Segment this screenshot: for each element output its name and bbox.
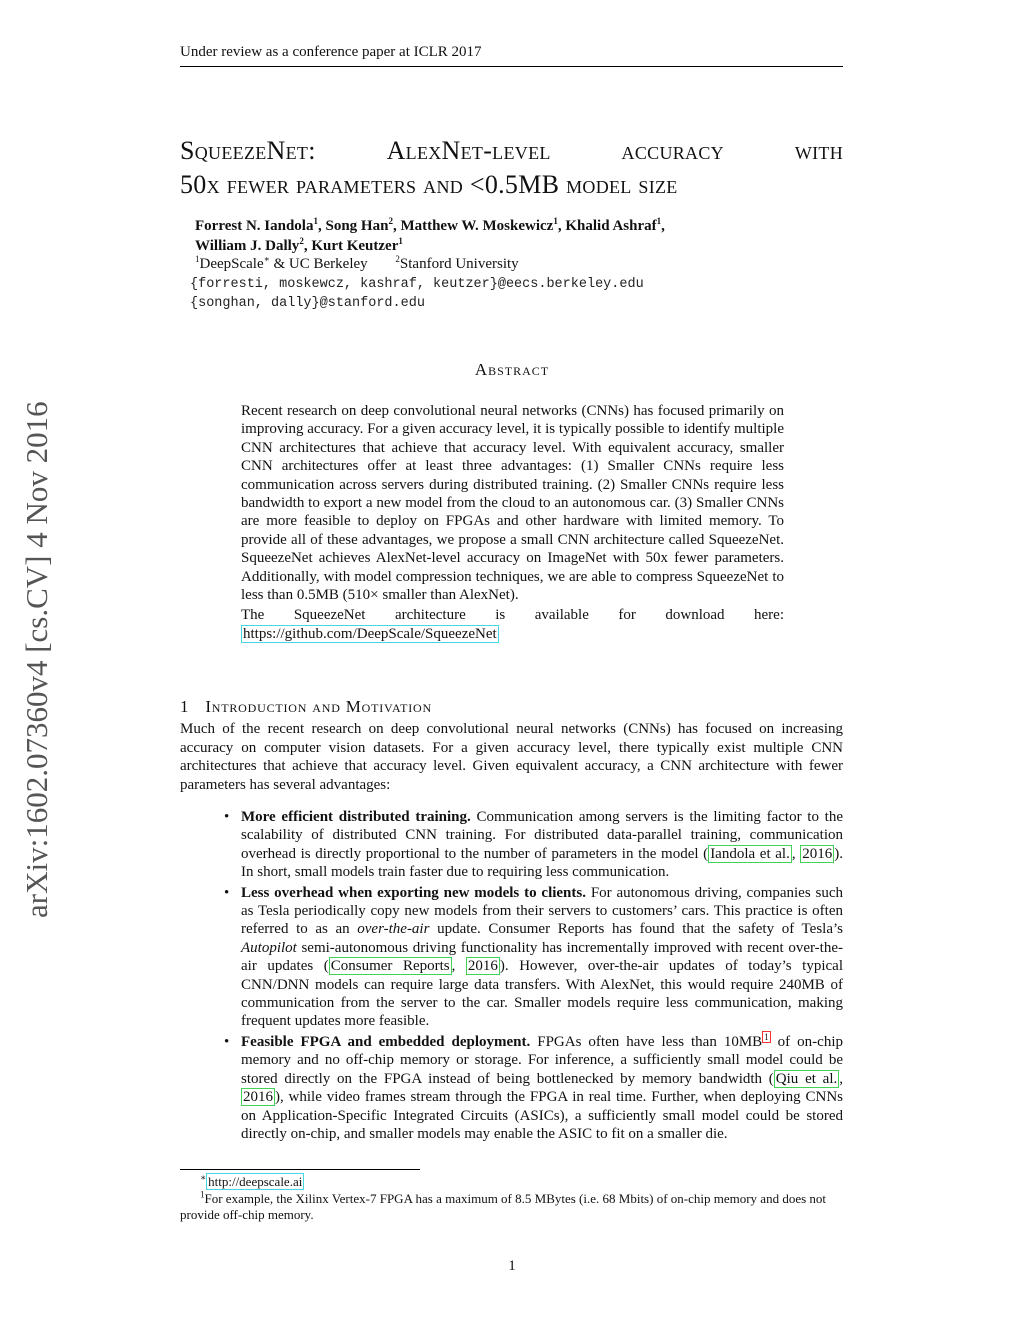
list-item: • Less overhead when exporting new models to clients. For autonomous driving, companies such as Tesla periodically copy new models from their servers to customers’ cars. This practice is often referred to as an over-the-air update. Consumer Reports has found that the safety of Tesla’s Autopilot semi-autonomous driving functionality has incrementally improved with recent over-the-air updates ( Consumer Reports , 2016 ). However, over-the-air updates of today’s typical CNN/DNN models can require large data transfers. With AlexNet, this would require 240MB of communication from the server to the car. Smaller models require less communication, making frequent updates more feasible.: [224, 884, 843, 1030]
list-item: • More efficient distributed training. Communication among servers is the limiting factor to the scalability of distributed CNN training. For distributed data-parallel training, communication overhead is directly proportional to the number of parameters in the model ( Iandola et al. , 2016 ). In short, small models train faster due to requiring less communication.: [224, 809, 843, 881]
affiliation-stanford: Stanford University: [399, 256, 519, 272]
download-text: The SqueezeNet architecture is available for download here:: [241, 607, 784, 624]
abstract-heading: Abstract: [474, 360, 550, 379]
author-name: Kurt Keutzer: [311, 238, 399, 254]
title-word: with: [794, 136, 843, 165]
intro-paragraph: Much of the recent research on deep convolutional neural networks (CNNs) has focused on increasing accuracy on computer vision datasets. For a given accuracy level, there typically exist multiple CNN architectures that achieve that accuracy level. Given equivalent accuracy, a CNN architecture with fewer parameters has several advantages:: [180, 721, 843, 793]
footnote-link[interactable]: 1: [764, 1031, 769, 1042]
abstract-body: [241, 402, 784, 643]
title-word: accuracy: [621, 136, 724, 165]
arxiv-sidebar-stamp: arXiv:1602.07360v4 [cs.CV] 4 Nov 2016: [19, 401, 54, 918]
section-heading: 1 Introduction and Motivation: [180, 697, 432, 716]
deepscale-link[interactable]: http://deepscale.ai: [208, 1174, 303, 1189]
title-word: SqueezeNet:: [180, 136, 316, 165]
footnote-fpga: $^1$For example, the Xilinx Vertex-7 FPGA has a maximum of 8.5 MBytes (i.e. 68 Mbits) of on-chip memory and does not provide off-chip memory.: [180, 1189, 827, 1222]
conference-header: Under review as a conference paper at ICLR 2017: [180, 44, 482, 60]
title-line-2: 50x fewer parameters and <0.5MB model size: [180, 170, 678, 199]
page-number: 1: [508, 1258, 516, 1274]
citation-link[interactable]: Iandola et al.: [710, 845, 790, 862]
affiliation-deepscale: DeepScale: [199, 256, 264, 272]
author-name: William J. Dally: [195, 238, 300, 254]
footnotes: [180, 1174, 843, 1224]
header-divider: [180, 66, 843, 67]
affiliations: $^1$DeepScale∗ & UC Berkeley $^2$Stanford University: [195, 254, 519, 272]
author-name: Song Han: [325, 218, 389, 234]
github-link[interactable]: https://github.com/DeepScale/SqueezeNet: [243, 625, 497, 642]
email-line-berkeley: {forresti, moskewcz, kashraf, keutzer}@eecs.berkeley.edu: [190, 277, 644, 292]
list-item: • Feasible FPGA and embedded deployment. FPGAs often have less than 10MB $^1$ of on-chip memory and no off-chip memory or storage. For inference, a sufficiently small model could be stored directly on the FPGA instead of being bottlenecked by memory bandwidth ( Qiu et al. , 2016 ), while video frames stream through the FPGA in real time. Further, when deploying CNNs on Application-Specific Integrated Circuits (ASICs), a sufficiently small model could be stored directly on-chip, and smaller models may enable the ASIC to fit on a smaller die.: [224, 1031, 843, 1142]
author-name: Matthew W. Moskewicz: [400, 218, 554, 234]
author-name: Forrest N. Iandola: [195, 218, 314, 234]
footnote-divider: [180, 1169, 420, 1170]
footnote-deepscale: ∗ http://deepscale.ai: [200, 1172, 303, 1189]
title-word: AlexNet-level: [386, 136, 551, 165]
citation-year-link[interactable]: 2016: [243, 1089, 273, 1106]
advantages-list: [224, 808, 843, 1145]
citation-link[interactable]: Qiu et al.: [775, 1070, 838, 1087]
citation-year-link[interactable]: 2016: [802, 845, 833, 862]
citation-link[interactable]: Consumer Reports: [330, 958, 450, 975]
author-name: Khalid Ashraf: [565, 218, 657, 234]
citation-year-link[interactable]: 2016: [467, 958, 498, 975]
abstract-text: Recent research on deep convolutional neural networks (CNNs) has focused primarily on improving accuracy. For a given accuracy level, it is typically possible to identify multiple CNN architectures that achieve that accuracy level. With equivalent accuracy, smaller CNN architectures offer at least three advantages: (1) Smaller CNNs require less communication across servers during distributed training. (2) Smaller CNNs require less bandwidth to export a new model from the cloud to an autonomous car. (3) Smaller CNNs are more feasible to deploy on FPGAs and other hardware with limited memory. To provide all of these advantages, we propose a small CNN architecture called SqueezeNet. SqueezeNet achieves AlexNet-level accuracy on ImageNet with 50x fewer parameters. Additionally, with model compression techniques, we are able to compress SqueezeNet to less than 0.5MB (510× smaller than AlexNet).: [241, 403, 784, 604]
author-list: Forrest N. Iandola$^1$, Song Han$^2$, Matthew W. Moskewicz$^1$, Khalid Ashraf$^1$, William J. Dally$^2$, Kurt Keutzer$^1$: [195, 216, 665, 254]
email-line-stanford: {songhan, dally}@stanford.edu: [190, 296, 425, 311]
